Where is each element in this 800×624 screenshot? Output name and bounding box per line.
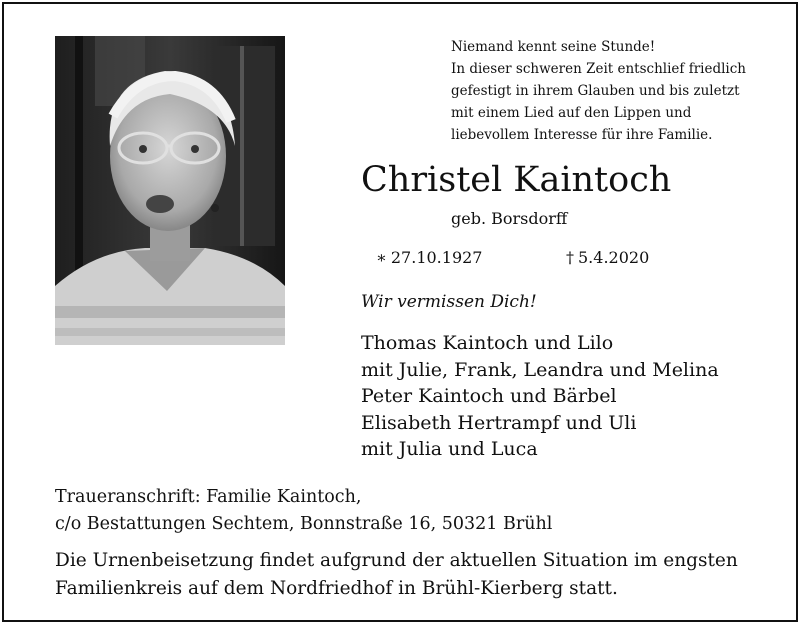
family-list xyxy=(361,330,719,463)
verse-text: Niemand kennt seine Stunde! In dieser schweren Zeit entschlief friedlich gefestigt in ihrem Glauben und bis zuletzt mit einem Lied auf den Lippen und liebevollem Interesse für ihre Familie. xyxy=(451,39,746,143)
burial-notice: Die Urnenbeisetzung findet aufgrund der aktuellen Situation im engsten Familienkreis auf dem Nordfriedhof in Brühl-Kierberg statt. xyxy=(55,550,738,599)
address-line-2: c/o Bestattungen Sechtem, Bonnstraße 16, 50321 Brühl xyxy=(55,514,553,534)
death-cross-icon: † xyxy=(566,248,574,267)
address-line-1: Traueranschrift: Familie Kaintoch, xyxy=(55,487,362,507)
obituary-notice xyxy=(2,2,798,622)
family-line: Elisabeth Hertrampf und Uli xyxy=(361,411,637,434)
birth-name: geb. Borsdorff xyxy=(451,209,568,228)
mourning-address xyxy=(55,484,552,538)
family-line: mit Julie, Frank, Leandra und Melina xyxy=(361,358,719,381)
death-date-value: 5.4.2020 xyxy=(578,248,650,267)
portrait-photo xyxy=(55,36,285,345)
family-line: Thomas Kaintoch und Lilo xyxy=(361,332,614,354)
message-text: Wir vermissen Dich! xyxy=(361,292,537,312)
family-line: Peter Kaintoch und Bärbel xyxy=(361,385,617,407)
deceased-name: Christel Kaintoch xyxy=(361,160,672,200)
birth-date-value: 27.10.1927 xyxy=(390,248,483,267)
birth-date xyxy=(376,246,482,270)
family-line: mit Julia und Luca xyxy=(361,438,538,460)
birth-star-icon: ∗ xyxy=(376,248,387,267)
death-date xyxy=(566,246,649,270)
